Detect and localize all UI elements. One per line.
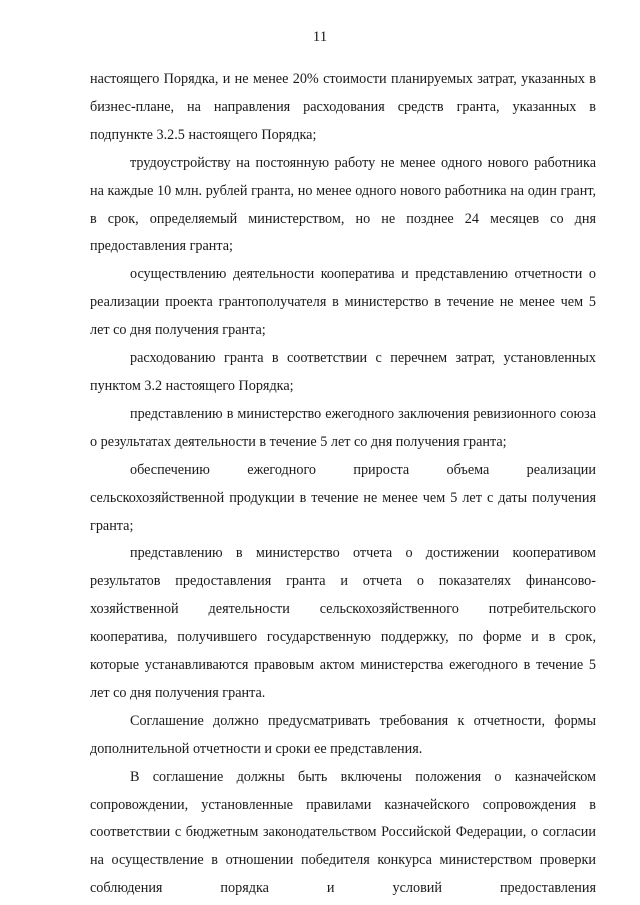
paragraph-production-growth: обеспечению ежегодного прироста объема реализации сельскохозяйственной продукции в течение не менее чем 5 лет с даты получения гранта;: [90, 461, 596, 534]
paragraph-cooperative-activity: осуществлению деятельности кооператива и представлению отчетности о реализации проекта грантополучателя в министерство в течение не менее чем 5 лет со дня получения гранта;: [90, 266, 596, 339]
paragraph-treasury-support: В соглашение должны быть включены положения о казначейском сопровождении, установленные правилами казначейского сопровождения в соответствии с бюджетным законодательством Российской Федерации, о согласии на осуществление в отношении победителя конкурса министерством проверки соблюдения порядка и условий предоставления: [90, 768, 596, 897]
paragraph-employment: трудоустройству на постоянную работу не менее одного нового работника на каждые 10 млн. рублей гранта, но менее одного нового работника на один грант, в срок, определяемый министерством, но не позднее 24 месяцев со дня предоставления гранта;: [90, 154, 596, 255]
paragraph-grant-spending: расходованию гранта в соответствии с перечнем затрат, установленных пунктом 3.2 настоящего Порядка;: [90, 350, 596, 394]
page-number: 11: [312, 29, 328, 45]
paragraph-audit-conclusion: представлению в министерство ежегодного заключения ревизионного союза о результатах деятельности в течение 5 лет со дня получения гранта;: [90, 405, 596, 450]
paragraph-results-report: представлению в министерство отчета о достижении кооперативом результатов предоставления гранта и отчета о показателях финансово-хозяйственной деятельности сельскохозяйственного потребительского кооператива, получившего государственную поддержку, по форме и в срок, которые устанавливаются правовым актом министерства ежегодного в течение 5 лет со дня получения гранта.: [90, 545, 596, 701]
paragraph-continuation: настоящего Порядка, и не менее 20% стоимости планируемых затрат, указанных в бизнес-плане, на направления расходования средств гранта, указанных в подпункте 3.2.5 настоящего Порядка;: [90, 71, 596, 143]
document-body: [90, 66, 596, 903]
paragraph-agreement-reporting: Соглашение должно предусматривать требования к отчетности, формы дополнительной отчетности и сроки ее представления.: [90, 712, 596, 757]
